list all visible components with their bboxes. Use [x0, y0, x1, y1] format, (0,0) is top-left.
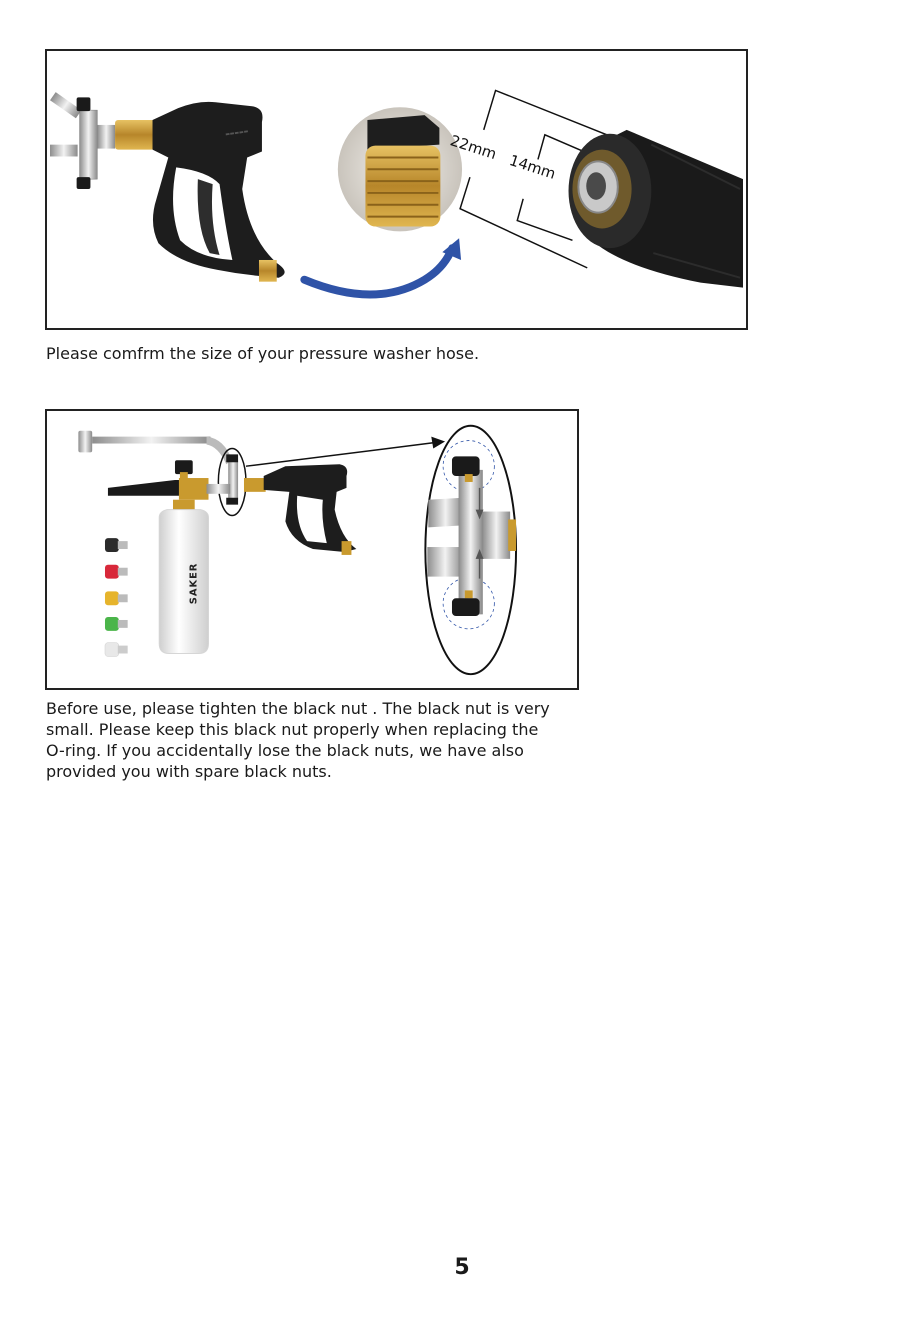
- nozzle-tips: [105, 538, 128, 656]
- figure-black-nut: [45, 409, 579, 690]
- pointer-arrow: [246, 443, 435, 467]
- dimension-inner-label: 14mm: [507, 151, 558, 183]
- black-nut-top: [452, 456, 480, 476]
- hose-size-illustration: [47, 51, 746, 328]
- nozzle-black: [105, 538, 128, 552]
- thread-zoom-circle: [338, 107, 462, 231]
- foam-cannon-illustration: [47, 411, 577, 688]
- figure-hose-size: [45, 49, 748, 330]
- coupler-small: [226, 454, 238, 504]
- svg-text:▬▬▬▬▬: ▬▬▬▬▬: [224, 128, 249, 138]
- nozzle-yellow: [105, 591, 128, 605]
- hose-end: [569, 130, 743, 288]
- page-number: 5: [454, 1255, 470, 1280]
- nozzle-green: [105, 617, 128, 631]
- black-nut-caption: [46, 698, 566, 782]
- black-nut-bottom: [452, 598, 480, 616]
- nozzle-red: [105, 565, 128, 579]
- lance-wand: [78, 431, 232, 465]
- wand-coupler: [50, 92, 115, 189]
- direction-arrow: [304, 248, 452, 294]
- spray-gun: [153, 102, 285, 282]
- caption-line: O-ring. If you accidentally lose the black nuts, we have also: [46, 741, 524, 760]
- caption-line: small. Please keep this black nut properly when replacing the: [46, 720, 539, 739]
- coupler-zoom: [425, 426, 516, 674]
- hose-size-caption: Please comfrm the size of your pressure washer hose.: [46, 344, 480, 363]
- spray-gun-small: [244, 464, 356, 555]
- dimension-outer-label: 22mm: [448, 132, 499, 164]
- caption-line: Before use, please tighten the black nut . The black nut is very: [46, 699, 550, 718]
- brass-connector: [115, 120, 154, 150]
- brand-label: SAKER: [188, 562, 200, 605]
- caption-line: provided you with spare black nuts.: [46, 762, 332, 781]
- nozzle-white: [105, 643, 128, 657]
